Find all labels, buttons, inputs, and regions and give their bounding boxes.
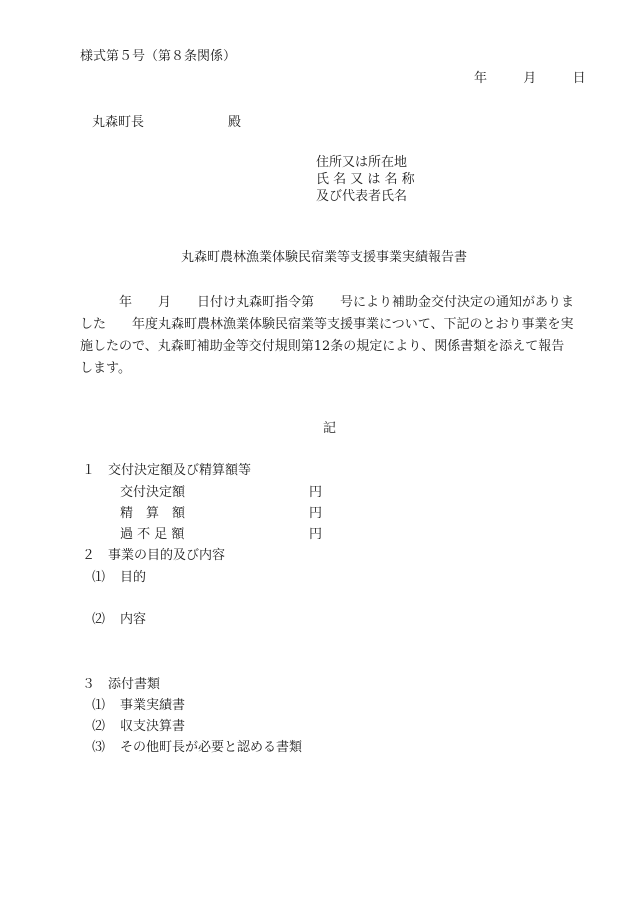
difference-label: 過 不 足 額 [120, 527, 185, 542]
section2-item-purpose [92, 570, 147, 585]
item-text: 目的 [120, 570, 147, 585]
body-line: 施したので、丸森町補助金等交付規則第12条の規定により、関係書類を添えて報告 [80, 339, 565, 354]
body-line: した 年度丸森町農林漁業体験民宿業等支援事業について、下記のとおり事業を実 [80, 317, 574, 332]
section3-item [92, 698, 186, 713]
form-number: 様式第５号（第８条関係） [80, 49, 237, 64]
addressee-name: 丸森町長 [92, 115, 145, 130]
yen-unit: 円 [309, 485, 323, 500]
section3-item [92, 719, 186, 734]
body-line: します。 [80, 361, 131, 376]
body-line: 年 月 日付け丸森町指令第 号により補助金交付決定の通知がありま [80, 295, 575, 310]
document-title: 丸森町農林漁業体験民宿業等支援事業実績報告書 [181, 250, 468, 265]
section2-heading: ２ 事業の目的及び内容 [82, 548, 226, 563]
item-number: ⑵ [92, 719, 106, 734]
item-number: ⑶ [92, 740, 106, 755]
item-number: ⑴ [92, 570, 106, 585]
settlement-label: 精 算 額 [120, 506, 186, 521]
item-text: 内容 [120, 612, 147, 627]
body-paragraph [80, 292, 580, 380]
applicant-name-label: 氏 名 又 は 名 称 [316, 172, 415, 187]
grant-decision-label: 交付決定額 [120, 485, 186, 500]
section3-item [92, 740, 303, 755]
date-day: 日 [572, 71, 586, 86]
addressee [92, 115, 242, 130]
applicant-address-label: 住所又は所在地 [316, 155, 408, 170]
date-year: 年 [474, 71, 488, 86]
section1-heading: １ 交付決定額及び精算額等 [82, 463, 252, 478]
item-number: ⑵ [92, 612, 106, 627]
yen-unit: 円 [309, 527, 323, 542]
item-number: ⑴ [92, 698, 106, 713]
item-text: その他町長が必要と認める書類 [120, 740, 303, 755]
addressee-honorific: 殿 [228, 115, 242, 130]
date-line [474, 72, 586, 85]
yen-unit: 円 [309, 506, 323, 521]
item-text: 収支決算書 [120, 719, 186, 734]
section2-item-content [92, 612, 147, 627]
date-month: 月 [523, 71, 537, 86]
applicant-rep-label: 及び代表者氏名 [316, 189, 408, 204]
section3-heading: ３ 添付書類 [82, 677, 161, 692]
item-text: 事業実績書 [120, 698, 186, 713]
ki-heading: 記 [323, 421, 337, 436]
